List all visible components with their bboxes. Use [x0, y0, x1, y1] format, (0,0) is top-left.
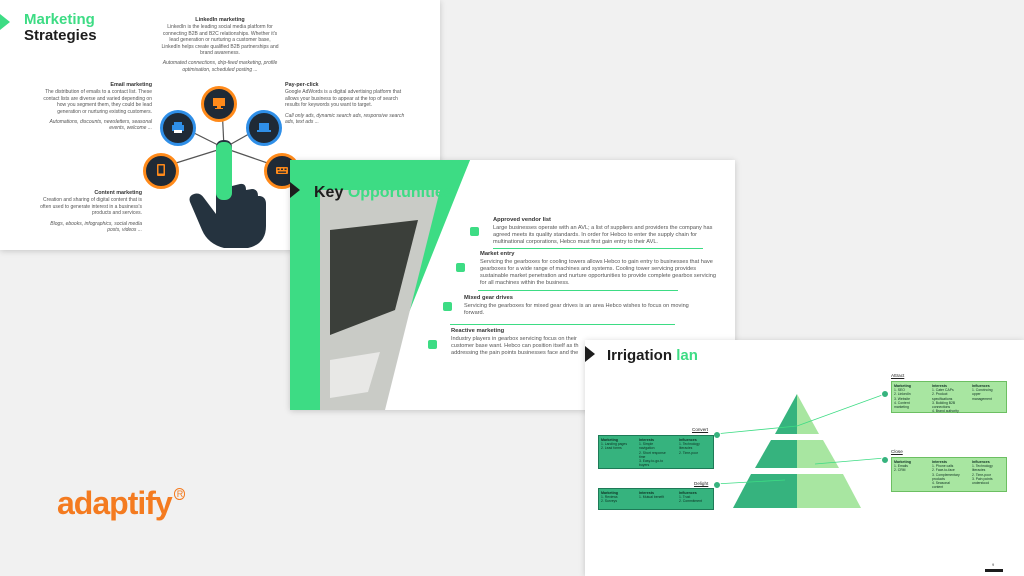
table-cell: 1. Simple: [639, 442, 654, 447]
ppc-block: [285, 82, 405, 125]
table-cell: specifications: [932, 396, 953, 401]
table-cell: marketing: [894, 405, 909, 410]
table-cell: 2. Time-poor: [972, 472, 992, 477]
table-cell: 2. CRM: [894, 468, 906, 473]
stage-dot: [881, 456, 889, 464]
divider: [478, 290, 678, 291]
ppc-heading: Pay-per-click: [285, 82, 319, 88]
table-cell: 1. Technology: [972, 464, 993, 469]
table-head: Interests: [932, 460, 947, 464]
table-head: Marketing: [601, 438, 618, 442]
opportunity-body: Industry players in gearbox servicing focus on their customer base want. Hebco can position itself as th addressing the pain points businesses face and the: [451, 336, 579, 356]
opportunity-item: [480, 251, 720, 287]
table-cell: upper: [972, 392, 981, 397]
table-head: Influences: [972, 384, 990, 388]
corner-accent-icon: [585, 346, 595, 362]
adaptify-logo: [57, 485, 185, 522]
title-plan: lan: [676, 347, 698, 364]
stage-dot: [881, 390, 889, 398]
table-cell: navigation: [639, 446, 655, 451]
table-cell: 2. Short response: [639, 450, 666, 455]
table-cell: 4. Seasonal: [932, 481, 950, 486]
table-cell: connections: [932, 405, 951, 410]
page-number: 9: [992, 562, 995, 567]
slide-title-line2: Strategies: [24, 27, 97, 44]
table-head: Interests: [639, 438, 654, 442]
table-cell: 1. SEO: [894, 388, 905, 393]
table-cell: 1. Phone calls: [932, 464, 954, 469]
table-head: Marketing: [894, 460, 911, 464]
title-key: Key: [314, 184, 344, 201]
stage-close-label: Close: [891, 449, 903, 454]
slide-title: [607, 348, 698, 364]
table-cell: understood: [972, 481, 989, 486]
email-heading: Email marketing: [110, 82, 152, 88]
table-cell: time: [639, 454, 646, 459]
content-block: [38, 190, 142, 233]
divider: [450, 324, 675, 325]
registered-mark-icon: R: [174, 488, 186, 500]
stage-convert-label: Convert: [692, 427, 709, 432]
table-cell: 1. Convincing: [972, 388, 993, 393]
corner-accent-icon: [290, 182, 300, 198]
table-cell: management: [972, 396, 992, 401]
table-cell: 1. Mutual benefit: [639, 495, 665, 500]
table-cell: literacies: [972, 468, 986, 473]
table-cell: 2. Surveys: [601, 499, 618, 504]
bullet-icon: [470, 227, 479, 236]
opportunity-item: [451, 328, 586, 357]
table-cell: 2. Time-poor: [679, 450, 699, 455]
content-heading: Content marketing: [94, 190, 142, 196]
table-cell: 3. Building B2B: [932, 400, 956, 405]
table-cell: 1. Technology: [679, 442, 700, 447]
opportunity-heading: Reactive marketing: [451, 328, 505, 334]
table-head: Influences: [972, 460, 990, 464]
ppc-tags: Call only ads, dynamic search ads, responsive search ads, text ads ...: [285, 112, 405, 126]
convert-table: [598, 435, 714, 469]
bullet-icon: [456, 263, 465, 272]
table-cell: 1. Emails: [894, 464, 908, 469]
bullet-icon: [443, 302, 452, 311]
attract-table: [891, 381, 1007, 413]
table-cell: 2. LinkedIn: [894, 392, 911, 397]
table-head: Influences: [679, 491, 697, 495]
linkedin-tags: Automated connections, drip-feed marketing, profile optimisation, scheduled posting ...: [162, 60, 278, 73]
table-cell: 3. Website: [894, 396, 910, 401]
table-cell: 1. Landing pages: [601, 442, 628, 447]
table-cell: 3. Complementary: [932, 472, 960, 477]
desktop-icon: [201, 86, 237, 122]
table-head: Influences: [679, 438, 697, 442]
table-cell: literacies: [679, 446, 693, 451]
table-cell: 4. Brand authority: [932, 409, 959, 414]
mobile-icon: [143, 153, 179, 189]
divider: [493, 248, 703, 249]
opportunity-body: Servicing the gearboxes for mixed gear drives is an area Hebco wishes to focus on moving forward.: [464, 303, 689, 316]
table-cell: 3. Easy-to-go-to: [639, 459, 664, 464]
stage-dot: [713, 431, 721, 439]
opportunity-heading: Approved vendor list: [493, 217, 551, 223]
delight-table: [598, 488, 714, 510]
email-tags: Automations, discounts, newsletters, seasonal events, welcome ...: [49, 119, 152, 132]
slide-title-line1: Marketing: [24, 11, 95, 28]
table-cell: 1. Reviews: [601, 495, 618, 500]
stage-delight-label: Delight: [694, 481, 709, 486]
table-cell: 2. Lead forms: [601, 446, 622, 451]
bullet-icon: [428, 340, 437, 349]
table-head: Interests: [932, 384, 947, 388]
title-irrigation: Irrigation: [607, 347, 673, 364]
email-block: [40, 82, 152, 132]
stage-connectors: [715, 380, 895, 500]
opportunity-body: Large businesses operate with an AVL; a list of suppliers and providers the company has agreed meets its quality standards. In order for Hebco to enter the supply chain for multinational corporations, Hebco must first gain entry to their AVL.: [493, 225, 713, 245]
table-cell: 3. Pain points: [972, 476, 993, 481]
table-head: Marketing: [601, 491, 618, 495]
close-table: [891, 457, 1007, 492]
opportunity-item: [493, 217, 718, 246]
content-body: Creation and sharing of digital content that is often used to generate interest in a business's products and services.: [40, 197, 142, 217]
table-cell: 2. Face-to-face: [932, 468, 955, 473]
slide-title: [314, 185, 453, 201]
table-cell: 2. Commitment: [679, 499, 702, 504]
ppc-body: Google AdWords is a digital advertising platform that allows your business to appear at the top of search results for keywords you want to target.: [285, 89, 402, 109]
linkedin-body: LinkedIn is the leading social media platform for connecting B2B and B2C relationships. Whether it's lead generation or nurturing a customer base, LinkedIn helps create qualified B2B partnerships and brand awareness.: [161, 24, 279, 57]
table-cell: 2. Product: [932, 392, 948, 397]
table-cell: 1. Cater CAPs: [932, 388, 954, 393]
opportunity-heading: Market entry: [480, 251, 515, 257]
linkedin-heading: LinkedIn marketing: [195, 17, 245, 23]
table-cell: 1. Trust: [679, 495, 691, 500]
corner-accent-icon: [0, 14, 10, 30]
footer-bar: [985, 569, 1003, 572]
stage-attract-label: Attract: [891, 373, 905, 378]
content-tags: Blogs, ebooks, infographics, social media posts, videos ...: [50, 220, 142, 234]
opportunity-heading: Mixed gear drives: [464, 295, 513, 301]
stage-dot: [713, 481, 721, 489]
hand-pointer-icon: [188, 140, 268, 250]
logo-text: adaptify: [57, 485, 172, 521]
opportunity-item: [464, 295, 689, 317]
table-cell: buyers: [639, 463, 650, 468]
title-opportunities: Opportunities: [347, 184, 453, 201]
table-cell: 4. Content: [894, 400, 910, 405]
linkedin-block: [160, 17, 280, 73]
table-cell: content: [932, 485, 944, 490]
table-cell: products: [932, 476, 946, 481]
table-head: Interests: [639, 491, 654, 495]
email-body: The distribution of emails to a contact list. These contact lists are diverse and varied depending on how you segment them, they could be lead generation or nurturing existing customers.: [43, 89, 152, 115]
table-head: Marketing: [894, 384, 911, 388]
irrigation-plan-slide: [585, 340, 1024, 576]
opportunity-body: Servicing the gearboxes for cooling towers allows Hebco to gain entry to businesses that have gearboxes for a wide range of machines and systems. Cooling tower servicing provides sustainable market penetration and nurture opportunities to provide complete gearbox servicing for all machines within the business.: [480, 259, 717, 286]
